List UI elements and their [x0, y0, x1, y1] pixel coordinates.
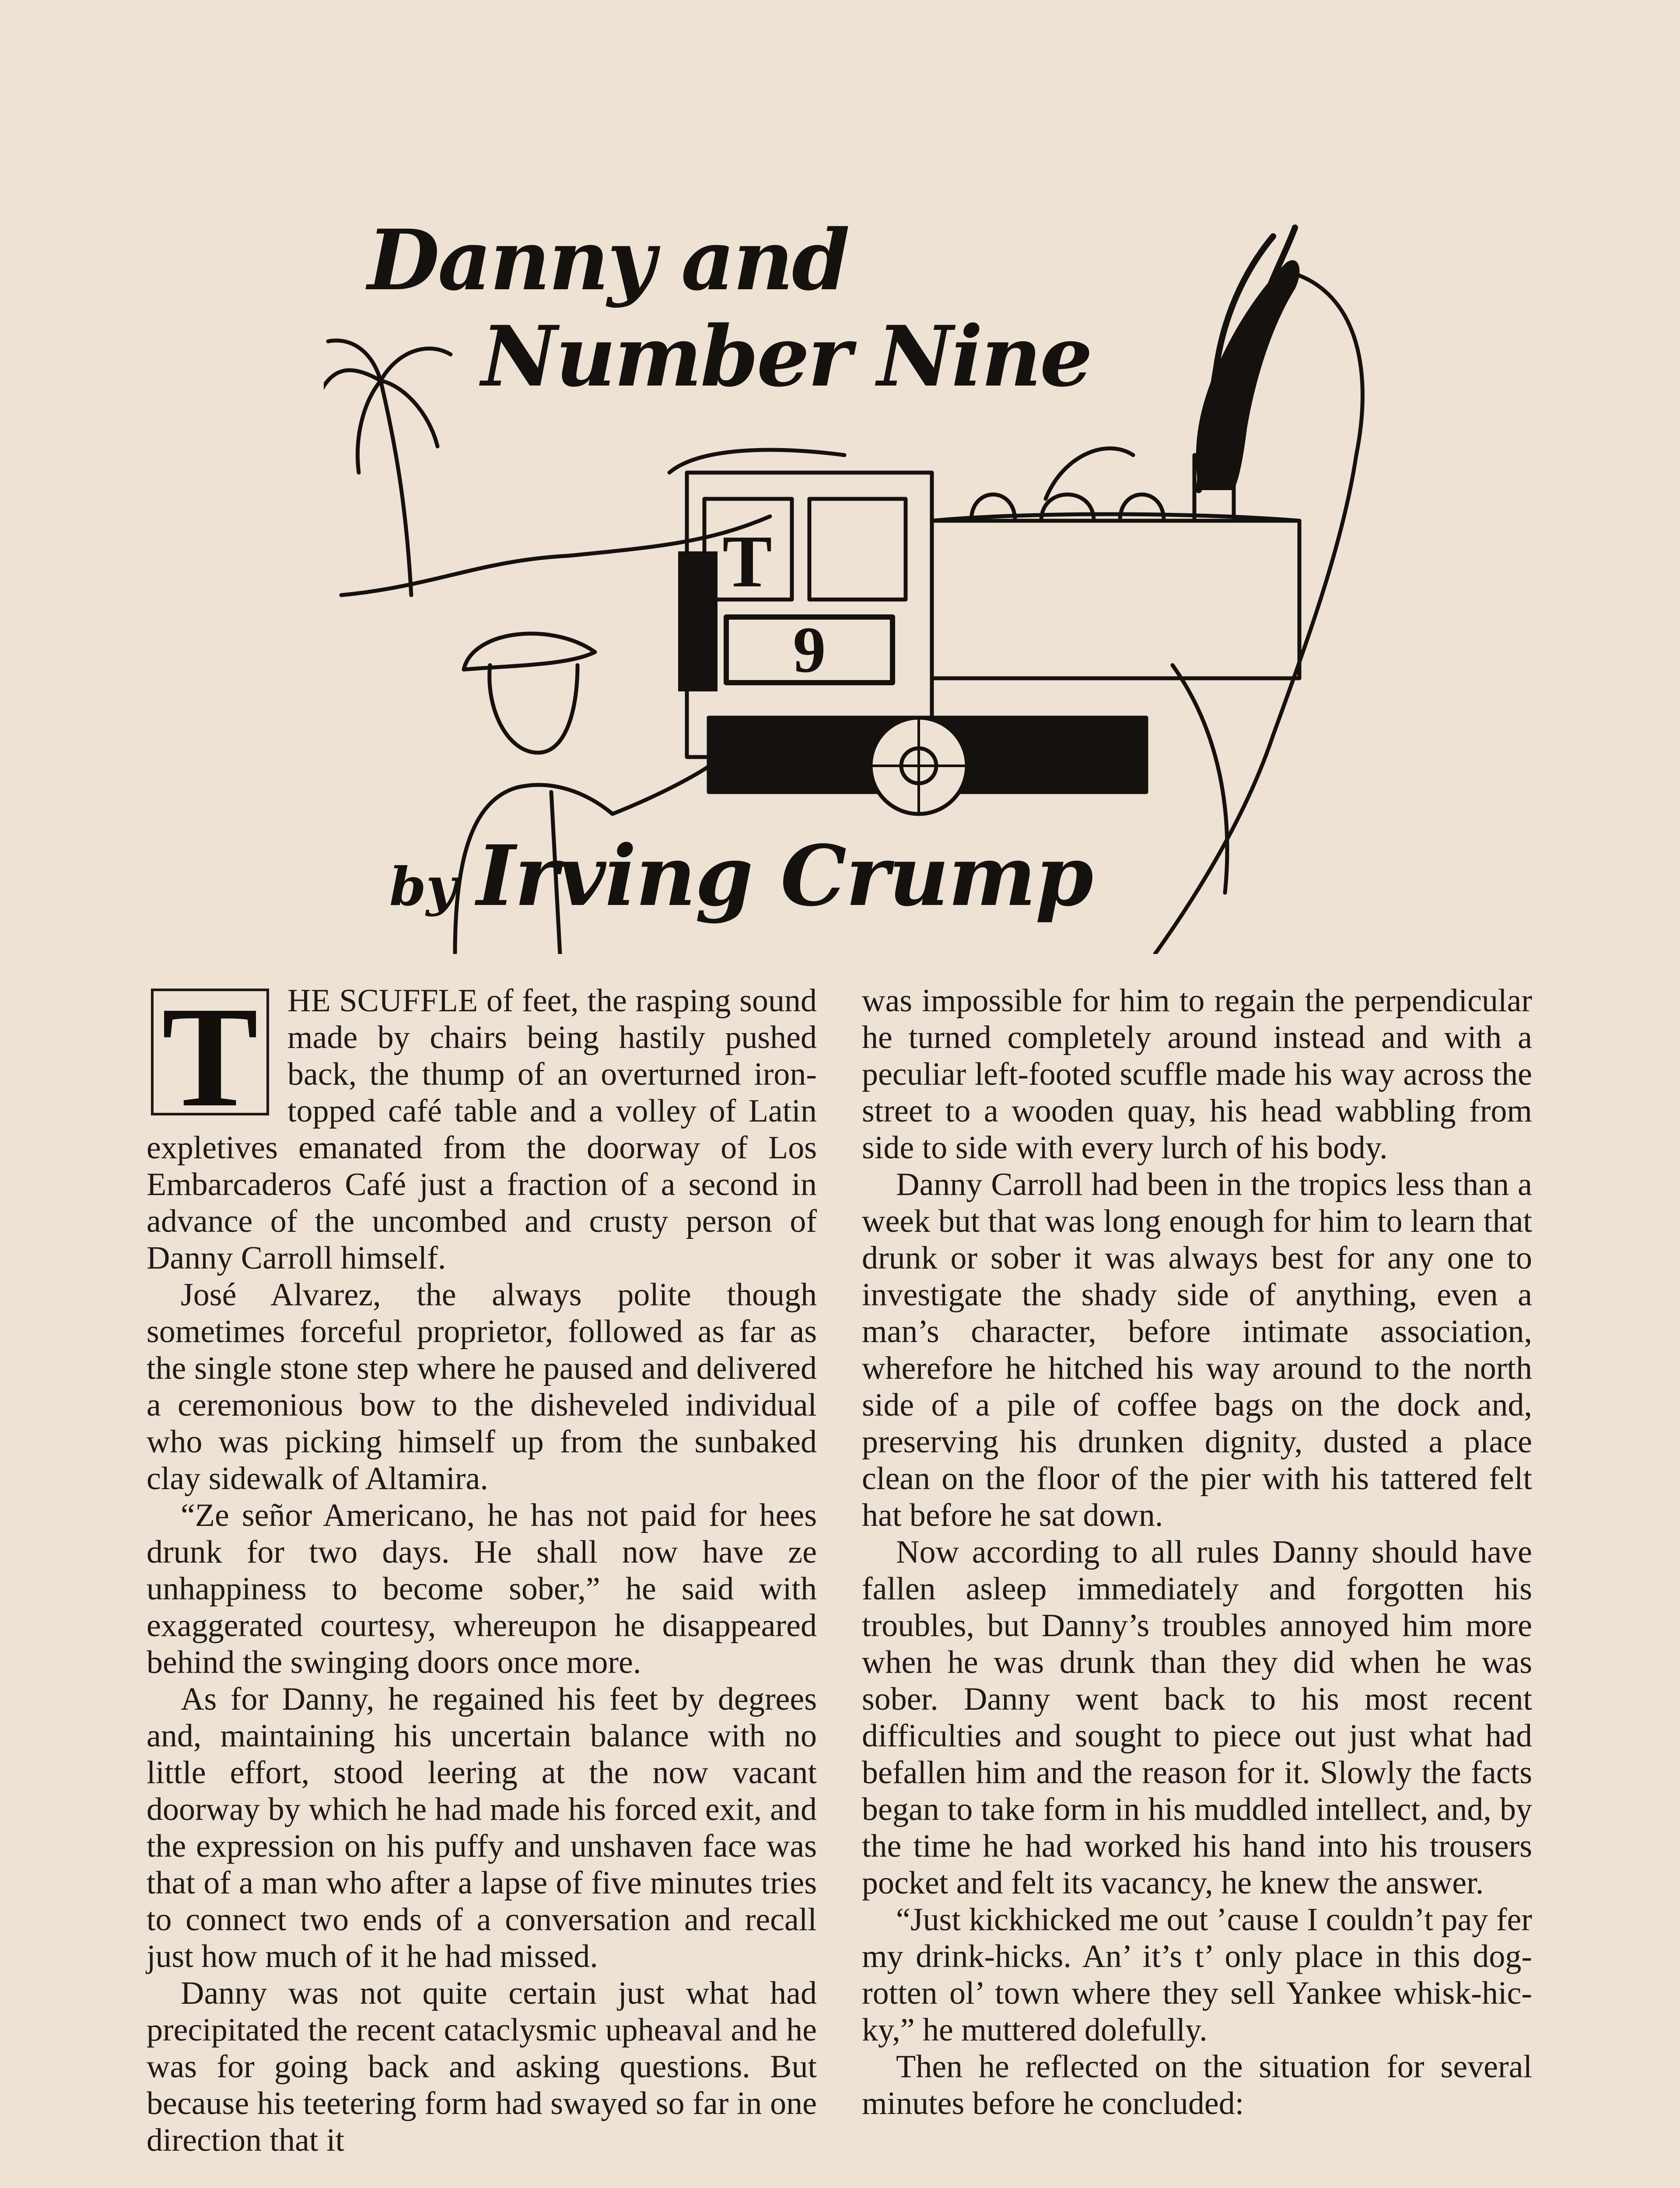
- paragraph: Danny Carroll had been in the tropics less than a week but that was long enough for him to learn that drunk or sober it was always best for any one to investigate the shady side of anything, even a man’s character, before intimate association, wherefore he hitched his way around to the north side of a pile of coffee bags on the dock and, preserving his drunken dignity, dusted a place clean on the floor of the pier with his tattered felt hat before he sat down.: [862, 1167, 1532, 1533]
- cab-letter: T: [722, 520, 772, 603]
- drop-cap-frame: [151, 977, 269, 1137]
- drop-cap: [147, 977, 278, 1137]
- paragraph: Danny was not quite certain just what had precipitated the recent cataclysmic upheaval and he was for going back and asking questions. But because his teetering form had swayed so far in one direction that it: [147, 1975, 817, 2158]
- paragraph: José Alvarez, the always polite though sometimes forceful proprietor, followed as far as the single stone step where he paused and delivered a ceremonious bow to the disheveled individual who was picking himself up from the sunbaked clay sidewalk of Altamira.: [147, 1277, 817, 1497]
- paragraph: was impossible for him to regain the perpendicular he turned completely around instead and with a peculiar left-footed scuffle made his way across the street to a wooden quay, his head wabbling from side to side with every lurch of his body.: [862, 983, 1532, 1166]
- byline: [389, 827, 1092, 925]
- title-line-2: Number Nine: [481, 308, 1091, 405]
- article-title: [341, 206, 1129, 451]
- paragraph: “Ze señor Americano, he has not paid for hees drunk for two days. He shall now have ze unhappiness to become sober,” he said with exaggerated courtesy, whereupon he disappeared behind the swinging doors once more.: [147, 1497, 817, 1680]
- paragraph: Then he reflected on the situation for several minutes before he concluded:: [862, 2049, 1532, 2121]
- byline-prefix: by: [389, 856, 457, 918]
- paragraph: Now according to all rules Danny should have fallen asleep immediately and forgotten his troubles, but Danny’s troubles annoyed him more when he was drunk than they did when he was sober. Danny went back to his most recent difficulties and sought to piece out just what had befallen him and the reason for it. Slowly the facts began to take form in his muddled intellect, and, by the time he had worked his hand into his trousers pocket and felt its vacancy, he knew the answer.: [862, 1534, 1532, 1901]
- article-column-left: [147, 977, 817, 2159]
- author-name: Irving Crump: [476, 827, 1093, 925]
- locomotive-number: 9: [793, 614, 826, 686]
- article-column-right: [862, 982, 1532, 2122]
- title-line-1: Danny and: [368, 211, 848, 309]
- smoke-plume: [1196, 260, 1300, 490]
- paragraph: “Just kickhicked me out ’cause I couldn’t pay fer my drink-hicks. An’ it’s t’ only place in this dog-rotten ol’ town where they sell Yankee whisk-hic-ky,” he muttered dolefully.: [862, 1902, 1532, 2048]
- paragraph: HE SCUFFLE of feet, the rasping sound made by chairs being hastily pushed back, the thump of an overturned iron-topped café table and a volley of Latin expletives emanated from the doorway of Los Embarcaderos Café just a fraction of a second in advance of the uncombed and crusty person of Danny Carroll himself.: [147, 983, 817, 1276]
- drop-cap-letter: T: [161, 977, 259, 1137]
- paragraph: As for Danny, he regained his feet by degrees and, maintaining his uncertain balance with no little effort, stood leering at the now vacant doorway by which he had made his forced exit, and the expression on his puffy and unshaven face was that of a man who after a lapse of five minutes tries to connect two ends of a conversation and recall just how much of it he had missed.: [147, 1681, 817, 1974]
